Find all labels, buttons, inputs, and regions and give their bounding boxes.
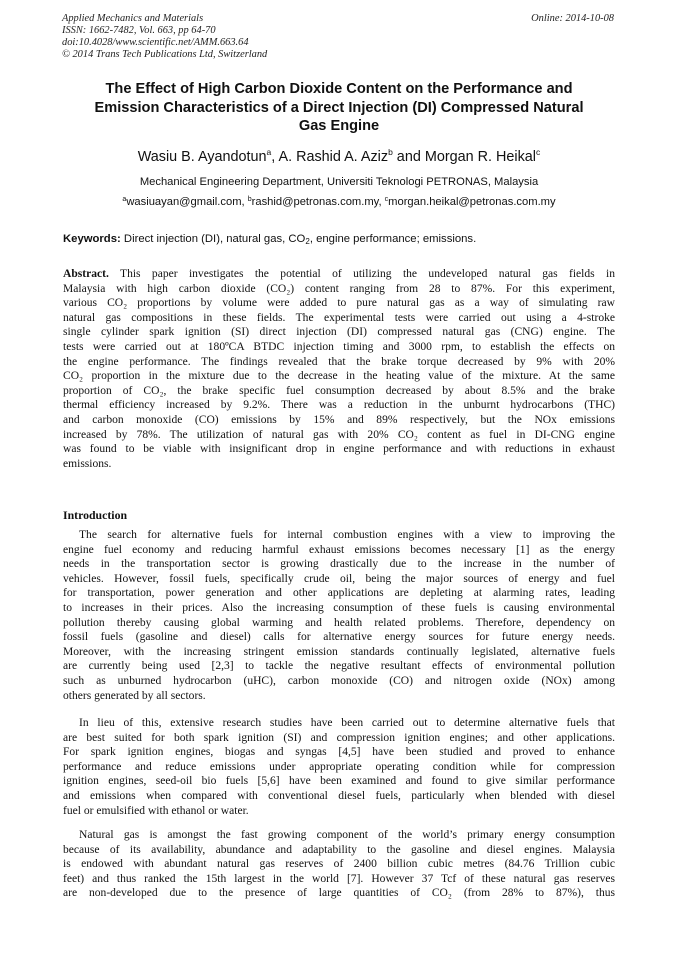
abstract-line: emissions. <box>63 457 112 470</box>
author-affiliation-mark: b <box>388 147 393 157</box>
abstract-line: proportion of CO₂, the brake specific fuel consumption decreased by about 8.5% and the brake <box>63 384 615 397</box>
author-affiliation-mark: c <box>536 147 541 157</box>
journal-name: Applied Mechanics and Materials <box>62 13 204 24</box>
abstract-line-text: This paper investigates the potential of utilizing the undeveloped natural gas fields in <box>108 268 615 280</box>
keywords-text: , engine performance; emissions. <box>309 233 477 245</box>
author-separator: and <box>392 149 425 165</box>
email-mark: c <box>384 196 389 203</box>
keywords-text: Direct injection (DI), natural gas, CO <box>120 233 306 245</box>
paragraph <box>63 828 615 901</box>
section-heading: Introduction <box>63 508 128 522</box>
author-affiliation-mark: a <box>266 147 272 157</box>
paragraph-line: fossil fuels (gasoline and diesel) calls for alternative energy sources for future energy needs. <box>63 631 615 644</box>
abstract-line <box>63 267 615 282</box>
affiliation: Mechanical Engineering Department, Universiti Teknologi PETRONAS, Malaysia <box>139 176 539 188</box>
abstract <box>63 267 615 472</box>
paragraph-line: to increases in their prices. Also the increasing consumption of these fuels is causing environmental <box>63 602 615 615</box>
keywords-subscript: 2 <box>305 237 310 246</box>
paragraph-line: pollution thereby causing global warming and health related problems. Therefore, dependency on <box>63 616 615 629</box>
author-separator: , <box>271 149 279 165</box>
paragraph <box>63 528 615 703</box>
author-name: Morgan R. Heikal <box>424 149 536 165</box>
journal-issn: ISSN: 1662-7482, Vol. 663, pp 64-70 <box>62 25 216 36</box>
paragraph-line: For spark ignition engines, biogas and syngas [4,5] have been studied and proved to enhance <box>63 746 615 759</box>
paragraph-line: vehicles. However, fossil fuels, specifically crude oil, being the major sources of energy and fuel <box>63 572 615 585</box>
paragraph-line: performance and reduce emissions under appropriate operating condition while for compression <box>63 760 615 773</box>
author-emails <box>40 195 638 209</box>
paragraph-line: In lieu of this, extensive research studies have been carried out to determine alternative fuels that <box>79 717 615 729</box>
paragraph-line: others generated by all sectors. <box>63 689 206 702</box>
paragraph-line: are non-developed due to the presence of large quantities of CO₂ (from 28% to 87%), thus <box>63 887 615 900</box>
abstract-label: Abstract. <box>63 268 109 280</box>
email-mark: a <box>122 196 127 203</box>
author-name: Wasiu B. Ayandotun <box>137 149 267 165</box>
online-date: Online: 2014-10-08 <box>531 13 614 24</box>
abstract-line: single cylinder spark ignition (SI) direct injection (DI) compressed natural gas (CNG) engine. The <box>63 326 615 339</box>
paragraph-line: is endowed with abundant natural gas reserves of 2400 billion cubic metres (84.76 Trillion cubic <box>63 858 615 871</box>
abstract-line: natural gas compositions in these fields. The experimental tests were carried out using a 4-stroke <box>63 311 615 324</box>
paragraph-line: ignition engines, seed-oil bio fuels [5,6] have been examined and found to give similar performance <box>63 775 615 788</box>
author-list <box>40 148 638 166</box>
author-name: A. Rashid A. Aziz <box>278 149 389 165</box>
journal-header <box>62 13 267 61</box>
paragraph-line: are best suited for both spark ignition (SI) and compression ignition engines; and other applications. <box>63 731 615 744</box>
paragraph <box>63 716 615 818</box>
email-address: morgan.heikal@petronas.com.my <box>388 196 556 208</box>
abstract-line: increased by 78%. The utilization of natural gas with 20% CO₂ content as fuel in DI-CNG engine <box>63 428 615 441</box>
paragraph-line: because of its availability, abundance and adaptability to the gasoline and diesel engines. Malaysia <box>63 843 615 856</box>
abstract-line: various CO₂ proportions by volume were added to pure natural gas as a way of simulating raw <box>63 297 615 310</box>
abstract-line: Malaysia with high carbon dioxide (CO₂) content ranging from 28 to 87%. For this experiment, <box>63 282 615 295</box>
journal-copyright: © 2014 Trans Tech Publications Ltd, Switzerland <box>62 49 268 60</box>
email-address: wasiuayan@gmail.com, <box>126 196 248 208</box>
paragraph-line: Moreover, with the increasing stringent emission standards continually legislated, alternative fuels <box>63 645 615 658</box>
keywords <box>63 232 615 246</box>
paragraph-line: feet) and thus ranked the 15th largest in the world [7]. However 37 Tcf of these natural gas reserves <box>63 872 615 885</box>
abstract-line: CO₂ proportion in the mixture due to the decrease in the heating value of the mixture. At the same <box>63 370 615 383</box>
journal-doi: doi:10.4028/www.scientific.net/AMM.663.64 <box>62 37 249 48</box>
paper-title <box>56 80 622 136</box>
email-address: rashid@petronas.com.my, <box>251 196 385 208</box>
paragraph-line: Natural gas is amongst the fast growing component of the world’s primary energy consumption <box>79 829 615 841</box>
abstract-line: and carbon monoxide (CO) emissions by 15% and 89% respectively, but the NOx emissions <box>63 414 615 427</box>
title-line: Gas Engine <box>298 118 380 135</box>
paragraph-line: engine fuel economy and reducing harmful exhaust emissions becomes necessary [1] as the energy <box>63 543 615 556</box>
paragraph-line: The search for alternative fuels for internal combustion engines with a view to improving the <box>79 529 615 541</box>
email-mark: b <box>247 196 252 203</box>
paragraph-line: fuel or emulsified with ethanol or water. <box>63 804 249 817</box>
title-line: Emission Characteristics of a Direct Injection (DI) Compressed Natural <box>94 99 584 116</box>
paragraph-line: for transportation, power generation and other applications are depleting at alarming rates, leading <box>63 587 615 600</box>
paragraph-line: and emissions when compared with conventional diesel fuels, particularly when blended with diesel <box>63 790 615 803</box>
abstract-line: the engine performance. The findings revealed that the brake torque decreased by 9% with 20% <box>63 355 615 368</box>
keywords-label: Keywords: <box>63 233 121 245</box>
abstract-line: was found to be viable with insignificant drop in engine performance and with reductions in exhaust <box>63 443 615 456</box>
abstract-line: thermal efficiency increased by 9.2%. There was a reduction in the unburnt hydrocarbons (THC) <box>63 399 615 412</box>
abstract-line: tests were carried out at 180ºCA BTDC injection timing and 3000 rpm, to establish the effects on <box>63 341 615 354</box>
paragraph-line: are currently being used [2,3] to tackle the negative resultant effects of environmental pollution <box>63 660 615 673</box>
paragraph-line: such as unburned hydrocarbon (uHC), carbon monoxide (CO) and nitrogen oxide (NOx) among <box>63 675 615 688</box>
title-line: The Effect of High Carbon Dioxide Content on the Performance and <box>105 81 573 97</box>
paragraph-line: needs in the transportation sector is growing drastically due to the increase in the number of <box>63 558 615 571</box>
